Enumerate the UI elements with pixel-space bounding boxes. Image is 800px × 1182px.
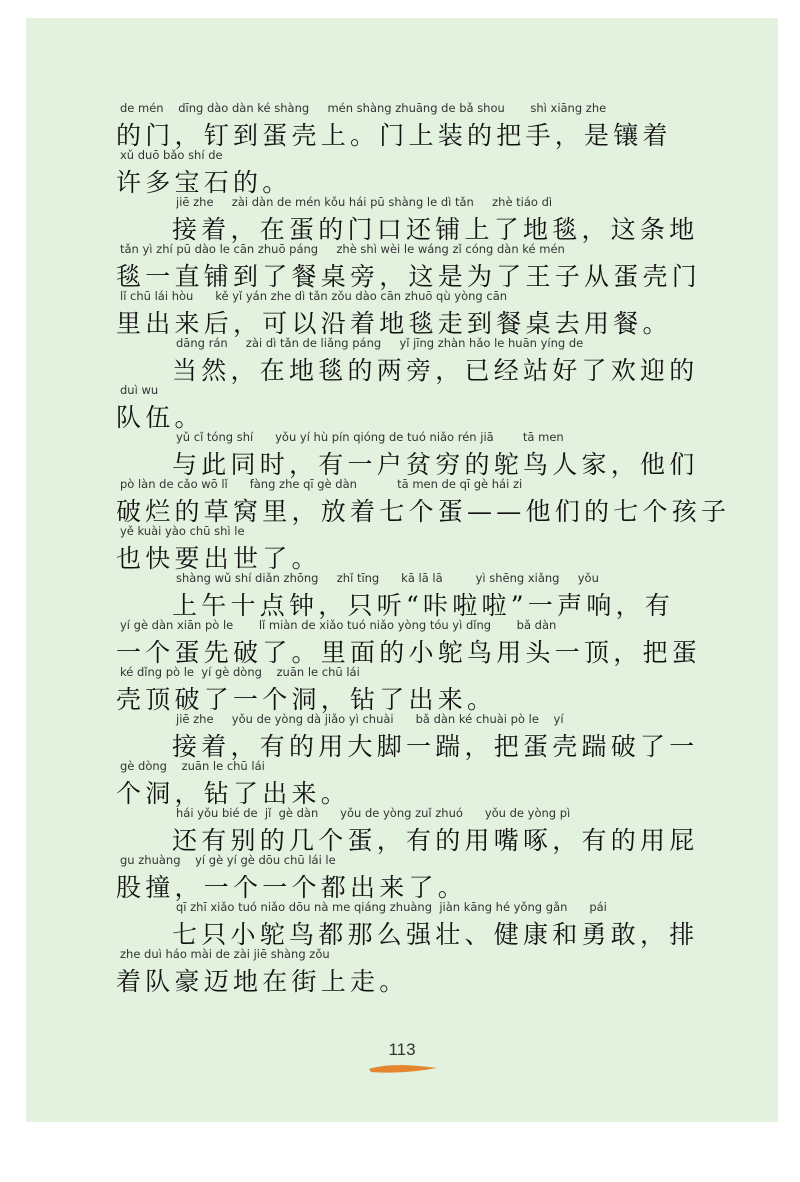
pinyin-annotation: yě kuài yào chū shì le [120,524,245,538]
chinese-text: 的门，钉到蛋壳上。门上装的把手，是镶着 [116,121,672,150]
pinyin-annotation: duì wu [120,383,159,397]
pinyin-annotation: tǎn yì zhí pū dào le cān zhuō páng zhè shì wèi le wáng zǐ cóng dàn ké mén [120,242,565,256]
chinese-text: 当然，在地毯的两旁，已经站好了欢迎的 [172,356,699,385]
pinyin-annotation: gè dòng zuān le chū lái [120,759,265,773]
pinyin-annotation: de mén dīng dào dàn ké shàng mén shàng zhuāng de bǎ shou shì xiāng zhe [120,101,607,115]
pinyin-annotation: zhe duì háo mài de zài jiē shàng zǒu [120,947,330,961]
chinese-text: 毯一直铺到了餐桌旁，这是为了王子从蛋壳门 [116,262,702,291]
pinyin-annotation: dāng rán zài dì tǎn de liǎng páng yǐ jīng zhàn hǎo le huān yíng de [176,336,584,350]
pinyin-annotation: xǔ duō bǎo shí de [120,148,223,162]
pinyin-annotation: jiē zhe zài dàn de mén kǒu hái pū shàng le dì tǎn zhè tiáo dì [176,195,553,209]
pinyin-annotation: jiē zhe yǒu de yòng dà jiǎo yì chuài bǎ dàn ké chuài pò le yí [176,712,564,726]
chinese-text: 与此同时，有一户贫穷的鸵鸟人家，他们 [172,450,699,479]
chinese-text: 接着，在蛋的门口还铺上了地毯，这条地 [172,215,699,244]
pinyin-annotation: yǔ cǐ tóng shí yǒu yí hù pín qióng de tuó niǎo rén jiā tā men [176,430,564,444]
chinese-text: 壳顶破了一个洞，钻了出来。 [116,685,497,714]
chinese-text: 也快要出世了。 [116,544,321,573]
brush-stroke-decoration [367,1062,439,1076]
chinese-text: 破烂的草窝里，放着七个蛋——他们的七个孩子 [116,497,731,526]
pinyin-annotation: gu zhuàng yí gè yí gè dōu chū lái le [120,853,336,867]
chinese-text: 还有别的几个蛋，有的用嘴啄，有的用屁 [172,826,699,855]
pinyin-annotation: ké dǐng pò le yí gè dòng zuān le chū lái [120,665,360,679]
chinese-text: 上午十点钟，只听“咔啦啦”一声响，有 [172,591,675,620]
pinyin-annotation: lǐ chū lái hòu kě yǐ yán zhe dì tǎn zǒu dào cān zhuō qù yòng cān [120,289,508,303]
chinese-text: 个洞，钻了出来。 [116,779,351,808]
pinyin-annotation: yí gè dàn xiān pò le lǐ miàn de xiǎo tuó niǎo yòng tóu yì dǐng bǎ dàn [120,618,557,632]
chinese-text: 里出来后，可以沿着地毯走到餐桌去用餐。 [116,309,672,338]
chinese-text: 队伍。 [116,403,204,432]
pinyin-annotation: hái yǒu bié de jǐ gè dàn yǒu de yòng zuǐ zhuó yǒu de yòng pì [176,806,571,820]
chinese-text: 一个蛋先破了。里面的小鸵鸟用头一顶，把蛋 [116,638,702,667]
pinyin-annotation: pò làn de cǎo wō lǐ fàng zhe qī gè dàn tā men de qī gè hái zi [120,477,523,491]
chinese-text: 着队豪迈地在街上走。 [116,967,409,996]
text-line [26,946,778,1010]
chinese-text: 接着，有的用大脚一踹，把蛋壳踹破了一 [172,732,699,761]
pinyin-annotation: qī zhī xiǎo tuó niǎo dōu nà me qiáng zhuàng jiàn kāng hé yǒng gǎn pái [176,900,607,914]
chinese-text: 许多宝石的。 [116,168,292,197]
book-page [26,18,778,1122]
chinese-text: 七只小鸵鸟都那么强壮、健康和勇敢，排 [172,920,699,949]
chinese-text: 股撞，一个一个都出来了。 [116,873,468,902]
page-number: 113 [388,1040,416,1059]
pinyin-annotation: shàng wǔ shí diǎn zhōng zhǐ tīng kā lā lā yì shēng xiǎng yǒu [176,571,599,585]
